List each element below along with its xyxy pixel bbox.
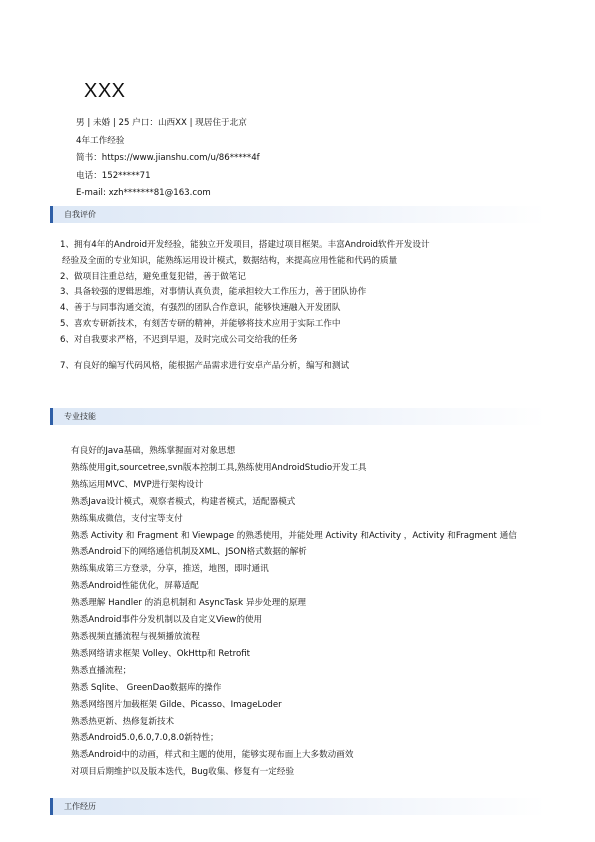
info-experience: 4年工作经验 [76,135,125,146]
section-title-skills: 专业技能 [64,412,96,421]
skill-item: 熟悉 Activity 和 Fragment 和 Viewpage 的熟悉使用，并能处理 Activity 和Activity ，Activity 和Fragment 通信 [71,530,517,541]
info-email[interactable]: E-mail: xzh*******81@163.com [76,188,211,198]
skills-list [71,443,571,781]
info-jianshu-link[interactable]: 简书：https://www.jianshu.com/u/86*****4f [76,153,260,163]
eval-item: 4、善于与同事沟通交流，有强烈的团队合作意识，能够快速融入开发团队 [60,303,341,314]
section-title-self-eval: 自我评价 [64,210,96,219]
skill-item: 熟悉视频直播流程与视频播放流程 [71,631,200,642]
skill-item: 对项目后期维护以及版本迭代，Bug收集、修复有一定经验 [71,767,295,778]
skill-item: 熟悉Java设计模式，观察者模式，构建者模式，适配器模式 [71,496,296,507]
eval-item: 5、喜欢专研新技术，有刻苦专研的精神，并能够将技术应用于实际工作中 [60,318,341,329]
skill-item: 熟悉Android5.0,6.0,7.0,8.0新特性； [71,733,219,744]
skill-item: 熟练使用git,sourcetree,svn版本控制工具,熟练使用AndroidStudio开发工具 [71,462,367,473]
eval-item: 7、有良好的编写代码风格，能根据产品需求进行安卓产品分析，编写和测试 [60,360,350,371]
section-header-work [50,798,546,815]
skill-item: 熟悉 Sqlite、 GreenDao数据库的操作 [71,682,222,693]
eval-item: 3、具备较强的逻辑思维，对事情认真负责，能承担较大工作压力，善于团队协作 [60,287,367,298]
skill-item: 熟悉网络图片加载框架 Gilde、Picasso、ImageLoder [71,699,282,710]
section-title-work: 工作经历 [64,802,96,811]
eval-item: 6、对自我要求严格，不迟到早退，及时完成公司交给我的任务 [60,334,298,345]
skill-item: 熟练运用MVC、MVP进行架构设计 [71,479,204,490]
skill-item: 熟悉Android性能优化，屏幕适配 [71,581,199,592]
skill-item: 熟悉直播流程； [71,665,132,676]
eval-item: 经验及全面的专业知识，能熟练运用设计模式，数据结构，来提高应用性能和代码的质量 [62,255,398,266]
skill-item: 熟悉Android中的动画，样式和主题的使用，能够实现布面上大多数动画效 [71,750,354,761]
skill-item: 熟悉Android事件分发机制以及自定义View的使用 [71,615,263,626]
eval-item: 2、做项目注重总结，避免重复犯错，善于做笔记 [60,271,246,282]
info-phone: 电话：152*****71 [76,170,151,181]
skill-item: 有良好的Java基础，熟练掌握面对对象思想 [71,446,236,456]
skill-item: 熟悉理解 Handler 的消息机制和 AsyncTask 异步处理的原理 [71,598,307,609]
section-header-skills [50,408,546,425]
personal-info [76,115,536,203]
section-accent-bar [50,408,53,425]
skill-item: 熟悉网络请求框架 Volley、OkHttp和 Retrofit [71,648,251,659]
skill-item: 熟悉热更新、热修复新技术 [71,716,175,727]
skill-item: 熟悉Android下的网络通信机制及XML、JSON格式数据的解析 [71,547,307,558]
self-eval-list [60,238,580,374]
section-header-self-eval [50,206,546,223]
skill-item: 熟练集成微信，支付宝等支付 [71,513,183,524]
section-accent-bar [50,798,53,815]
section-accent-bar [50,206,53,223]
info-basic: 男 | 未婚 | 25 户口：山西XX | 现居住于北京 [76,118,247,128]
candidate-name: XXX [84,80,126,102]
eval-item: 1、拥有4年的Android开发经验，能独立开发项目，搭建过项目框架。丰富Android软件开发设计 [60,240,430,250]
skill-item: 熟练集成第三方登录，分享，推送，地图，即时通讯 [71,564,269,575]
